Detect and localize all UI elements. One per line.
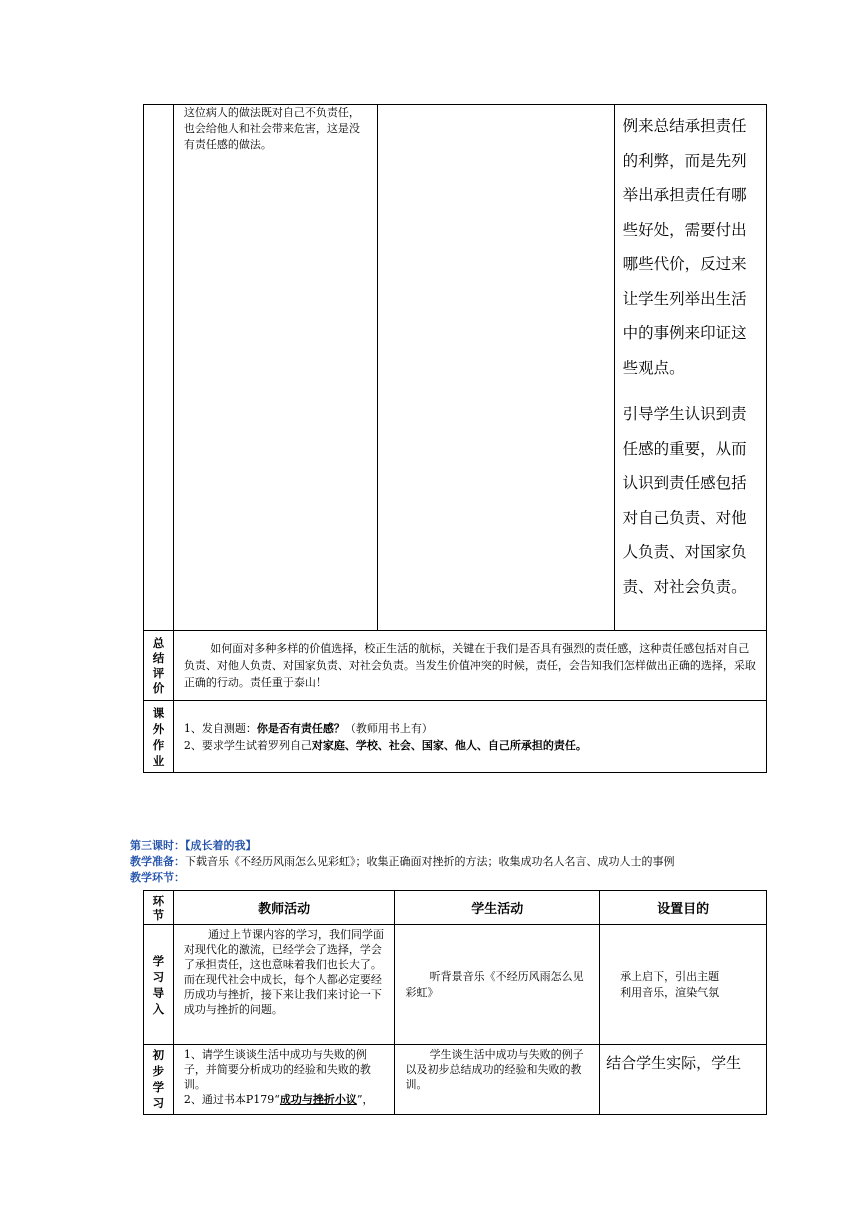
teacher-activity-cell <box>173 105 377 631</box>
row-initial-student-text: 学生谈生活中成功与失败的例子以及初步总结成功的经验和失败的教训。 <box>405 1048 584 1091</box>
purpose-cell <box>614 105 766 631</box>
header-student: 学生活动 <box>395 891 600 925</box>
lesson-steps-table <box>143 890 767 1115</box>
empty-label-cell <box>144 105 174 631</box>
row-initial-teacher-cell <box>173 1045 395 1115</box>
row-intro-student-cell <box>395 925 600 1045</box>
steps-heading: 教学环节： <box>130 871 185 884</box>
header-step-cell <box>144 891 174 925</box>
homework-item-1: 1、发自测题：你是否有责任感？（教师用书上有） <box>183 721 433 735</box>
summary-cell <box>173 631 766 701</box>
lesson-table-continued <box>143 104 767 773</box>
row-initial-teacher-item-2: 2、通过书本P179“成功与挫折小议”， <box>183 1093 374 1106</box>
row-intro-label-cell <box>144 925 174 1045</box>
homework-item-2: 2、要求学生试着罗列自己对家庭、学校、社会、国家、他人、自己所承担的责任。 <box>183 738 587 752</box>
student-activity-cell <box>377 105 614 631</box>
row-initial-student-cell <box>395 1045 600 1115</box>
row-initial-label: 初步学习 <box>152 1048 165 1110</box>
homework-label-cell <box>144 701 174 773</box>
row-intro-teacher-text: 通过上节课内容的学习，我们同学面对现代化的激流，已经学会了选择，学会了承担责任，这也意味着我们也长大了。而在现代社会中成长，每个人都必定要经历成功与挫折，接下来让我们来讨论一下成功与挫折的问题。 <box>183 928 385 1016</box>
purpose-paragraph-2: 引导学生认识到责任感的重要，从而认识到责任感包括对自己负责、对他人负责、对国家负责、对社会负责。 <box>622 405 747 596</box>
row-intro-purpose-2: 利用音乐，渲染气氛 <box>620 985 720 999</box>
header-step: 环节 <box>152 893 165 922</box>
row-intro-teacher-cell <box>173 925 395 1045</box>
header-purpose: 设置目的 <box>600 891 767 925</box>
summary-label-cell <box>144 631 174 701</box>
row-initial-teacher-item-1: 1、请学生谈谈生活中成功与失败的例子，并简要分析成功的经验和失败的教训。 <box>183 1048 371 1091</box>
teacher-activity-text: 这位病人的做法既对自己不负责任，也会给他人和社会带来危害，这是没有责任感的做法。 <box>183 106 360 151</box>
row-initial-purpose-cell <box>600 1045 767 1115</box>
header-teacher: 教师活动 <box>173 891 395 925</box>
lesson-heading: 第三课时：【成长着的我】 <box>130 839 257 852</box>
row-intro-purpose-1: 承上启下，引出主题 <box>620 969 720 983</box>
summary-text: 如何面对多种多样的价值选择，校正生活的航标，关键在于我们是否具有强烈的责任感，这种责任感包括对自己负责、对他人负责、对国家负责、对社会负责。当发生价值冲突的时候，责任，会告知我们怎样做出正确的选择，采取正确的行动。责任重于泰山！ <box>183 642 756 689</box>
row-initial-purpose-text: 结合学生实际，学生 <box>606 1054 742 1072</box>
row-intro-purpose-cell <box>600 925 767 1045</box>
row-intro-label: 学习导入 <box>152 953 165 1016</box>
homework-label: 课外作业 <box>152 705 165 768</box>
prep-line: 教学准备：下载音乐《不经历风雨怎么见彩虹》；收集正确面对挫折的方法；收集成功名人名言、成功人士的事例 <box>130 855 675 868</box>
row-intro-student-text: 听背景音乐《不经历风雨怎么见彩虹》 <box>405 969 584 999</box>
purpose-paragraph-1: 例来总结承担责任的利弊，而是先列举出承担责任有哪些好处，需要付出哪些代价，反过来让学生列举出生活中的事例来印证这些观点。 <box>622 117 747 377</box>
homework-cell <box>173 701 766 773</box>
row-initial-label-cell <box>144 1045 174 1115</box>
summary-label: 总结评价 <box>152 635 165 695</box>
